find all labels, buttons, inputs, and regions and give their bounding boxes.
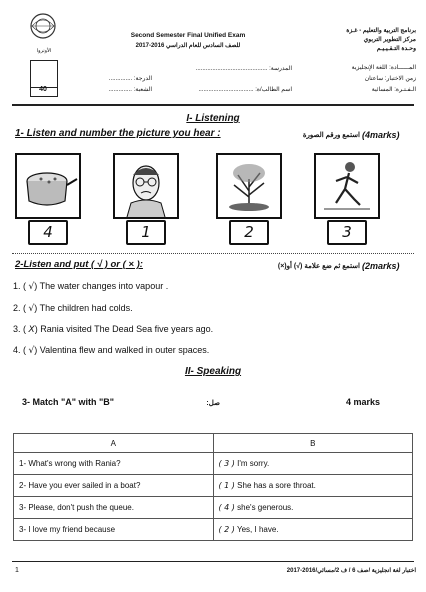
answer-box-1[interactable]: 4 [28,220,68,245]
picture-running-girl [314,153,380,219]
statement-4 [13,345,209,356]
section-title-listening: I- Listening [186,113,240,124]
statement-4-num: 4. ( [13,345,27,355]
match-b-4-text: Yes, I have. [237,525,279,534]
statement-4-text: Valentina flew and walked in outer spaces. [39,345,210,355]
q1-instruction-ar: استمع ورقم الصورة [302,132,360,139]
logo-text: الأونروا [36,48,52,54]
q2-instruction-ar: استمع ثم ضع علامة (√) أو(×) [277,263,360,270]
grade-field[interactable]: الدرجة: .............. [108,76,152,82]
section-field[interactable]: الشعبة: .............. [108,87,152,93]
q1-instruction: 1- Listen and number the picture you hear : [15,128,221,139]
statement-1-text: The water changes into vapour . [39,281,169,291]
statement-1-close: ) [34,281,38,291]
match-b-2 [213,475,413,497]
statement-2-close: ) [34,303,38,313]
match-row [14,519,413,541]
match-b-4-answer[interactable]: ( 2 ) [218,525,235,534]
q2-marks: (2marks) [362,261,400,271]
statement-3-num: 3. ( [13,324,27,334]
statement-3-text: Rania visited The Dead Sea five years ago. [40,324,214,334]
footer-divider [12,561,414,562]
answer-box-3[interactable]: 2 [229,220,269,245]
match-b-1-text: I'm sorry. [237,459,270,468]
picture-sick-man [113,153,179,219]
statement-2-mark[interactable]: √ [28,304,35,314]
match-a-1: 1- What's wrong with Rania? [14,453,214,475]
org-line-3: وحـدة التـقـيـيـم [376,46,416,52]
match-a-2: 2- Have you ever sailed in a boat? [14,475,214,497]
score-total: 40 [39,86,47,93]
org-line-1: برنامج التربية والتعليم - غـزة [346,28,416,34]
match-b-1 [213,453,413,475]
match-row [14,453,413,475]
statement-1 [13,281,168,292]
statement-3-close: ) [34,324,38,334]
footer-text: اختبار لغة انجليزية /صف 6 / ف 2/مسائي/2016-2017 [286,568,416,574]
unrwa-logo [27,12,59,52]
exam-title: Second Semester Final Unified Exam [130,32,246,39]
match-b-3-text: she's generous. [237,503,294,512]
org-line-2: مركز التطوير التربوي [363,37,416,43]
match-a-3: 3- Please, don't push the queue. [14,497,214,519]
match-b-1-answer[interactable]: ( 3 ) [218,459,235,468]
q1-marks: (4marks) [362,130,400,140]
picture-pot [15,153,81,219]
header-divider [12,104,414,106]
statement-4-close: ) [34,345,38,355]
match-b-3-answer[interactable]: ( 4 ) [218,503,235,512]
picture-vapour [216,153,282,219]
student-name-field[interactable]: اسم الطالب/ة: ................................. [198,87,292,93]
match-b-2-text: She has a sore throat. [237,481,316,490]
answer-box-2[interactable]: 1 [126,220,166,245]
match-row [14,475,413,497]
statement-2 [13,303,133,314]
q3-instruction-ar: صل: [206,400,220,407]
q3-marks: 4 marks [346,397,381,407]
q1-divider [12,253,414,254]
q3-instruction: 3- Match "A" with "B" [22,397,115,407]
statement-4-mark[interactable]: √ [28,346,35,356]
section-title-speaking: II- Speaking [184,366,242,377]
exam-grade-year: للصف السادس للعام الدراسي 2016-2017 [135,43,241,49]
answer-box-4[interactable]: 3 [327,220,367,245]
match-a-4: 3- I love my friend because [14,519,214,541]
time-field: زمن الاختبار: ساعتان [364,76,416,82]
school-field[interactable]: المدرسة: ........................................... [195,66,292,72]
statement-3-mark[interactable]: X [28,325,35,335]
q2-instruction: 2-Listen and put ( √ ) or ( × ): [15,259,143,270]
statement-1-num: 1. ( [13,281,27,291]
statement-1-mark[interactable]: √ [28,282,35,292]
period-field: الـفـتـرة: المسائية [371,87,416,93]
column-a-header: A [14,434,214,453]
match-b-2-answer[interactable]: ( 1 ) [218,481,235,490]
statement-3 [13,324,213,335]
page-number: 1 [15,567,19,574]
match-row [14,497,413,519]
match-table [13,433,413,541]
column-b-header: B [213,434,413,453]
match-b-4 [213,519,413,541]
statement-2-num: 2. ( [13,303,27,313]
match-b-3 [213,497,413,519]
statement-2-text: The children had colds. [39,303,133,313]
subject-field: المــــــادة: اللغة الإنجليزية [351,65,416,71]
match-header-row [14,434,413,453]
score-box [30,60,58,88]
